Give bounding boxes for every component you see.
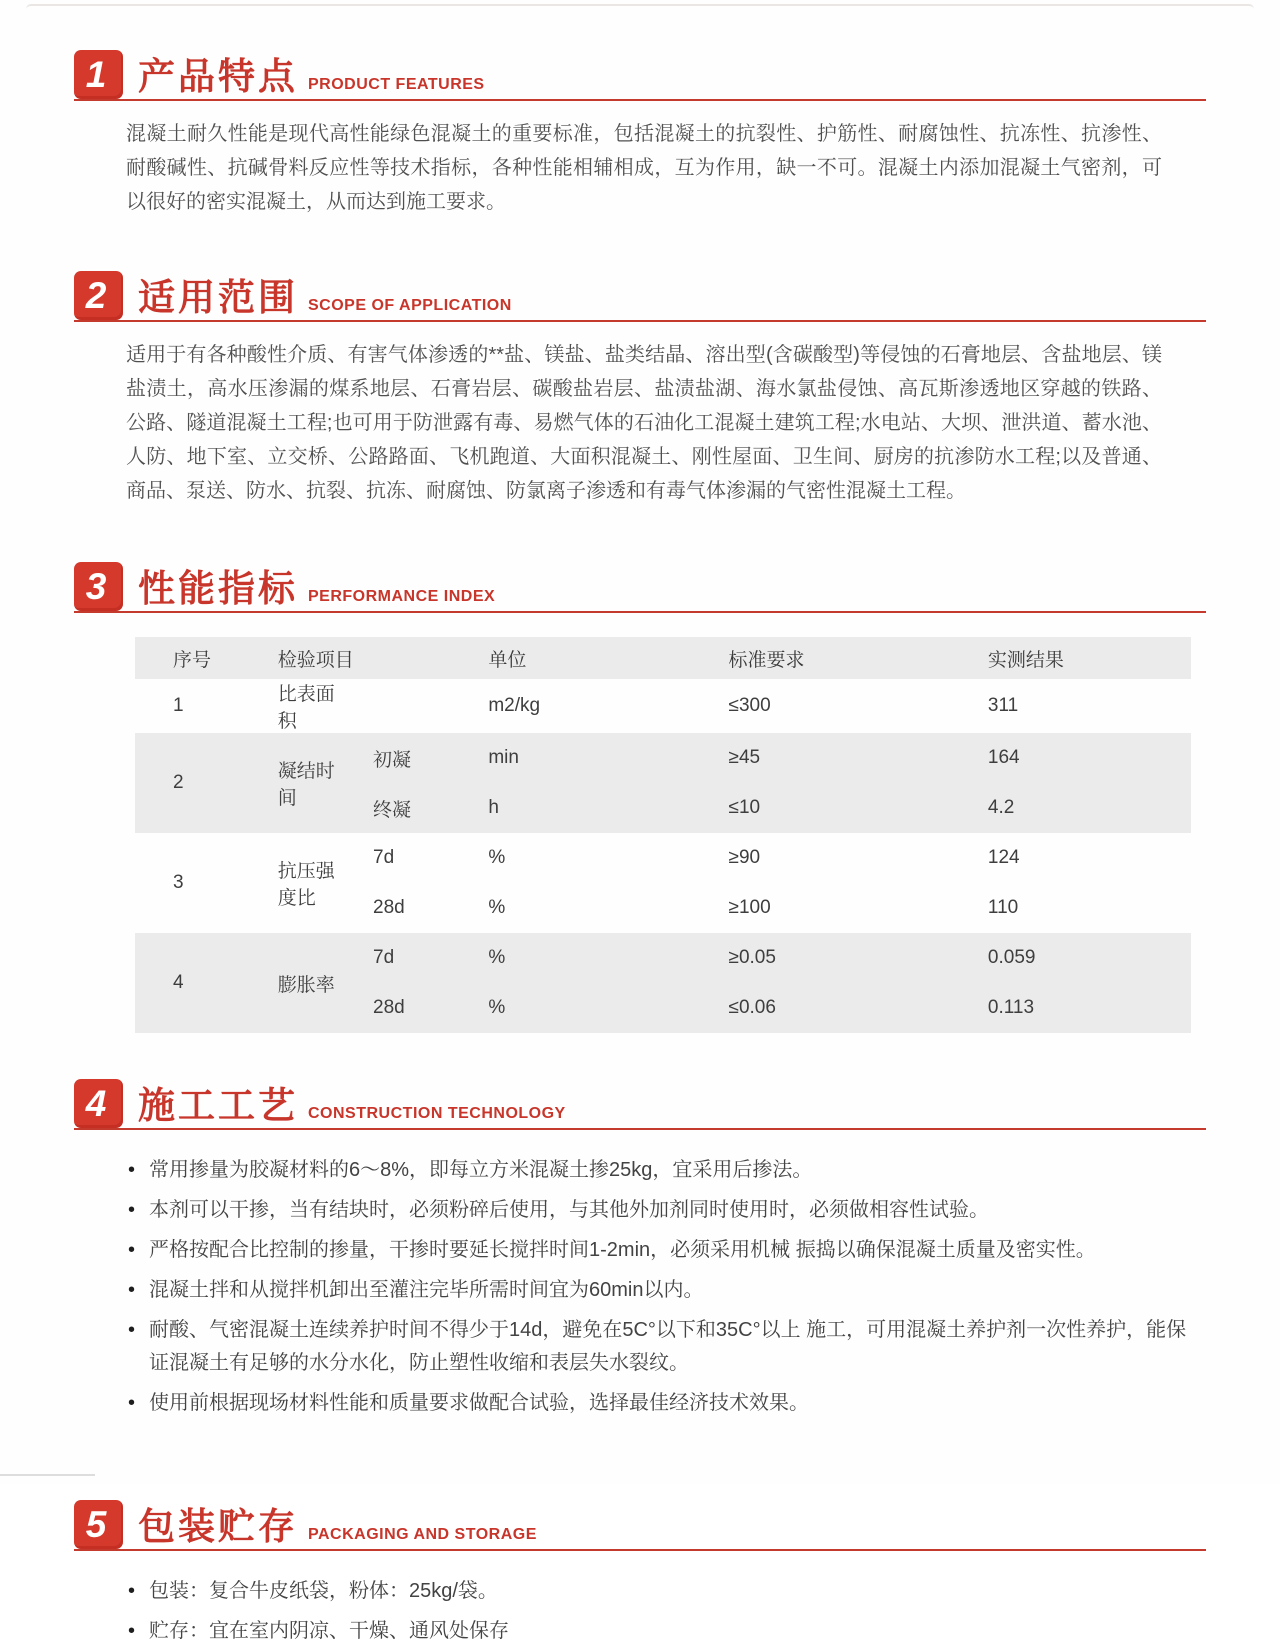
bullet-item: • 耐酸、气密混凝土连续养护时间不得少于14d，避免在5C°以下和35C°以上 施工，可用混凝土养护剂一次性养护，能保证混凝土有足够的水分水化，防止塑性收缩和表层失水裂纹。 bbox=[128, 1314, 1190, 1380]
page-top-border bbox=[26, 4, 1254, 14]
section-subtitle: SCOPE OF APPLICATION bbox=[308, 297, 512, 314]
packaging-bullet-list bbox=[128, 1575, 1190, 1648]
section-header bbox=[74, 562, 1206, 613]
bullet-item: • 包装：复合牛皮纸袋，粉体：25kg/袋。 bbox=[128, 1575, 1190, 1608]
table-row bbox=[135, 679, 1191, 733]
table-row bbox=[135, 933, 1191, 983]
table-cell: ≤10 bbox=[691, 783, 950, 833]
section-body-text: 混凝土耐久性能是现代高性能绿色混凝土的重要标准，包括混凝土的抗裂性、护筋性、耐腐蚀性、抗冻性、抗渗性、耐酸碱性、抗碱骨料反应性等技术指标，各种性能相辅相成，互为作用，缺一不可。混凝土内添加混凝土气密剂，可以很好的密实混凝土，从而达到施工要求。 bbox=[126, 123, 1162, 213]
table-cell: 28d bbox=[373, 897, 405, 918]
table-cell: h bbox=[456, 783, 690, 833]
table-cell: 0.059 bbox=[950, 933, 1191, 983]
section-title: 产品特点 bbox=[138, 56, 298, 97]
page-bottom-border bbox=[0, 1474, 95, 1476]
table-cell: 单位 bbox=[456, 637, 690, 679]
section-subtitle: PACKAGING AND STORAGE bbox=[308, 1526, 537, 1543]
table-cell: 膨胀率 bbox=[234, 933, 345, 1033]
bullet-item: • 使用前根据现场材料性能和质量要求做配合试验，选择最佳经济技术效果。 bbox=[128, 1387, 1190, 1420]
bullet-item: • 本剂可以干掺，当有结块时，必须粉碎后使用，与其他外加剂同时使用时，必须做相容性试验。 bbox=[128, 1194, 1190, 1227]
table-cell: 124 bbox=[987, 847, 1020, 868]
table-cell: 检验项目 bbox=[234, 637, 457, 679]
table-cell: % bbox=[456, 983, 690, 1033]
section-number-badge: 5 bbox=[74, 1500, 123, 1549]
section-scope-of-application bbox=[0, 271, 1280, 508]
section-header bbox=[74, 271, 1206, 322]
section-subtitle: PRODUCT FEATURES bbox=[308, 76, 485, 93]
section-header bbox=[74, 1079, 1206, 1130]
table-cell: 4.2 bbox=[950, 783, 1191, 833]
table-cell: m2/kg bbox=[488, 695, 541, 716]
table-cell: 110 bbox=[987, 897, 1019, 918]
table-cell: 初凝 bbox=[345, 733, 456, 783]
table-cell: 7d bbox=[345, 933, 456, 983]
table-cell: ≥45 bbox=[691, 733, 950, 783]
section-subtitle: PERFORMANCE INDEX bbox=[308, 588, 496, 605]
construction-bullet-list bbox=[128, 1154, 1190, 1420]
table-cell: % bbox=[456, 933, 690, 983]
section-subtitle: CONSTRUCTION TECHNOLOGY bbox=[308, 1105, 566, 1122]
bullet-item: • 混凝土拌和从搅拌机卸出至灌注完毕所需时间宜为60min以内。 bbox=[128, 1274, 1190, 1307]
table-cell: 凝结时间 bbox=[234, 733, 345, 833]
performance-table bbox=[135, 637, 1191, 1033]
table-cell: ≤0.06 bbox=[691, 983, 950, 1033]
table-cell: 4 bbox=[135, 933, 234, 1033]
table-cell: 比表面积 bbox=[277, 684, 335, 732]
table-cell: 164 bbox=[950, 733, 1191, 783]
bullet-item: • 常用掺量为胶凝材料的6～8%，即每立方米混凝土掺25kg，宜采用后掺法。 bbox=[128, 1154, 1190, 1187]
table-cell: 3 bbox=[173, 872, 184, 893]
table-cell: 2 bbox=[135, 733, 234, 833]
table-cell: 抗压强度比 bbox=[277, 861, 335, 909]
section-construction-technology bbox=[0, 1079, 1280, 1420]
section-header bbox=[74, 50, 1206, 101]
table-row bbox=[135, 733, 1191, 783]
section-body-text: 适用于有各种酸性介质、有害气体渗透的**盐、镁盐、盐类结晶、溶出型(含碳酸型)等侵蚀的石膏地层、含盐地层、镁盐渍土，高水压渗漏的煤系地层、石膏岩层、碳酸盐岩层、盐渍盐湖、海水氯盐侵蚀、高瓦斯渗透地区穿越的铁路、公路、隧道混凝土工程;也可用于防泄露有毒、易燃气体的石油化工混凝土建筑工程;水电站、大坝、泄洪道、蓄水池、人防、地下室、立交桥、公路路面、飞机跑道、大面积混凝土、刚性屋面、卫生间、厨房的抗渗防水工程;以及普通、商品、泵送、防水、抗裂、抗冻、耐腐蚀、防氯离子渗透和有毒气体渗漏的气密性混凝土工程。 bbox=[126, 344, 1162, 502]
section-number-badge: 2 bbox=[74, 271, 123, 320]
table-cell: ≥100 bbox=[728, 897, 771, 918]
table-cell: min bbox=[456, 733, 690, 783]
section-number-badge: 4 bbox=[74, 1079, 123, 1128]
performance-table-container bbox=[135, 637, 1190, 1033]
table-cell: % bbox=[488, 847, 506, 868]
table-header-row bbox=[135, 637, 1191, 679]
section-product-features bbox=[0, 50, 1280, 219]
table-cell: ≤300 bbox=[728, 695, 771, 716]
table-row bbox=[135, 833, 1191, 883]
section-header bbox=[74, 1500, 1206, 1551]
section-title: 适用范围 bbox=[138, 277, 298, 318]
table-cell: % bbox=[488, 897, 506, 918]
table-cell: 311 bbox=[987, 695, 1019, 716]
table-cell: 7d bbox=[373, 847, 395, 868]
bullet-item: • 贮存：宜在室内阴凉、干燥、通风处保存 bbox=[128, 1615, 1190, 1648]
table-cell: 0.113 bbox=[950, 983, 1191, 1033]
table-cell: 标准要求 bbox=[691, 637, 950, 679]
table-cell: ≥0.05 bbox=[691, 933, 950, 983]
section-number-badge: 1 bbox=[74, 50, 123, 99]
table-cell: ≥90 bbox=[728, 847, 761, 868]
table-cell: 序号 bbox=[135, 637, 234, 679]
section-title: 性能指标 bbox=[138, 568, 298, 609]
table-cell: 终凝 bbox=[345, 783, 456, 833]
section-number-badge: 3 bbox=[74, 562, 123, 611]
table-cell: 28d bbox=[345, 983, 456, 1033]
table-cell: 实测结果 bbox=[950, 637, 1191, 679]
bullet-item: • 严格按配合比控制的掺量，干掺时要延长搅拌时间1-2min，必须采用机械 振捣以确保混凝土质量及密实性。 bbox=[128, 1234, 1190, 1267]
table-cell bbox=[345, 679, 456, 733]
section-title: 施工工艺 bbox=[138, 1085, 298, 1126]
table-cell: 1 bbox=[173, 695, 184, 716]
section-title: 包装贮存 bbox=[138, 1506, 298, 1547]
section-packaging-storage bbox=[0, 1500, 1280, 1648]
section-performance-index bbox=[0, 562, 1280, 1033]
